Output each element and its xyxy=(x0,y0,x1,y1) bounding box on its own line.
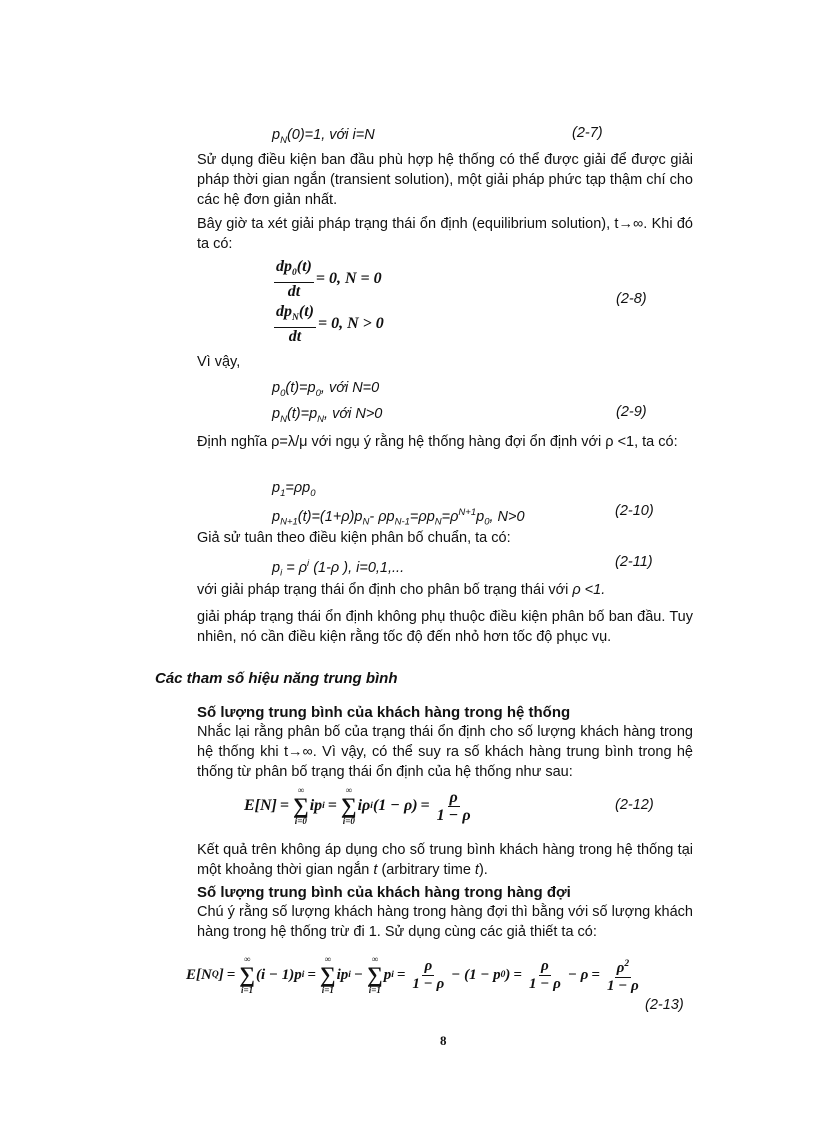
fraction xyxy=(527,958,563,993)
eq-sign: = xyxy=(327,797,337,814)
eq-text: , N>0 xyxy=(489,508,525,525)
paragraph-9: Chú ý rằng số lượng khách hàng trong hàng đợi thì bằng với số lượng khách hàng trong hệ thống trừ đi 1. Sử dụng cùng các giả thiết ta có: xyxy=(197,904,693,940)
eq-text: (t)=p xyxy=(285,380,316,396)
equation-2-12 xyxy=(244,786,475,826)
text: Kết quả trên không áp dụng cho số trung bình khách hàng trong hệ thống tại một khoảng thời gian ngắn xyxy=(197,842,693,878)
eq-text: =ρp xyxy=(409,508,435,525)
eq-text: p xyxy=(476,508,485,525)
sum-body: (i − 1)p xyxy=(255,966,302,983)
sum-bottom: i=0 xyxy=(294,816,307,826)
text: t xyxy=(474,862,479,878)
eq-text: =ρp xyxy=(285,480,311,496)
equation-number-2-7: (2-7) xyxy=(572,125,603,141)
paragraph-3: Định nghĩa ρ=λ/μ với ngụ ý rằng hệ thống hàng đợi ổn định với ρ <1, ta có: xyxy=(197,434,678,450)
eq-sub: N xyxy=(280,413,287,425)
eq-sub: 0 xyxy=(500,970,506,980)
text: ρ <1. xyxy=(572,582,606,598)
paragraph-4: Giả sử tuân theo điều kiện phân bố chuẩn, ta có: xyxy=(197,530,511,546)
eq-rhs: = 0, N > 0 xyxy=(317,315,384,333)
frac-den: dt xyxy=(288,328,302,346)
fraction xyxy=(274,258,314,300)
frac-num: ρ xyxy=(541,957,549,974)
fraction xyxy=(274,303,316,345)
sum-top: ∞ xyxy=(324,954,331,964)
frac-num: dp xyxy=(276,303,292,320)
eq-sub: 0 xyxy=(484,516,490,528)
text: t xyxy=(373,862,378,878)
frac-den: 1 − ρ xyxy=(412,975,445,992)
eq-text: (t)=p xyxy=(286,406,318,422)
text: ). xyxy=(478,862,488,878)
fraction xyxy=(605,956,641,995)
subsection-heading-2: Số lượng trung bình của khách hàng trong hàng đợi xyxy=(197,884,571,901)
sum-bottom: i=1 xyxy=(321,985,334,995)
paragraph-8 xyxy=(197,840,693,880)
eq-sub: N xyxy=(280,134,287,146)
sum-symbol: ∞ ∑ i=1 xyxy=(319,954,336,995)
eq-text: − ρ xyxy=(567,966,589,983)
frac-tail: (t) xyxy=(296,258,312,275)
equation-2-8-line-2 xyxy=(272,303,384,345)
fraction xyxy=(410,958,446,993)
eq-sub: Q xyxy=(211,970,219,980)
eq-text: , với N>0 xyxy=(324,406,383,422)
frac-num: dp xyxy=(276,258,292,275)
text: với giải pháp trạng thái ổn định cho phân bố trạng thái với xyxy=(197,582,573,598)
eq-text: (t)=(1+ρ)p xyxy=(297,508,363,525)
equation-number-2-8: (2-8) xyxy=(616,291,647,307)
page-number: 8 xyxy=(440,1033,447,1048)
equation-2-8-line-1 xyxy=(272,258,382,300)
sum-body: iρ xyxy=(357,797,371,814)
eq-text: p xyxy=(272,508,281,525)
eq-sub: i xyxy=(301,970,305,980)
sum-top: ∞ xyxy=(243,954,251,964)
equation-number-2-12: (2-12) xyxy=(615,797,654,813)
eq-sup: i xyxy=(307,558,310,569)
eq-sub: i xyxy=(322,801,325,811)
fraction xyxy=(435,789,473,824)
eq-sub: N xyxy=(362,516,370,528)
eq-sub: i xyxy=(280,567,283,579)
frac-den: dt xyxy=(287,283,301,301)
frac-sub: 0 xyxy=(292,268,297,279)
eq-sub: 0 xyxy=(315,387,321,399)
equation-2-9-line-2 xyxy=(272,404,382,430)
frac-den: 1 − ρ xyxy=(436,806,471,824)
subsection-heading-1: Số lượng trung bình của khách hàng trong hệ thống xyxy=(197,704,571,721)
equation-number-2-10: (2-10) xyxy=(615,503,654,519)
eq-sign: = xyxy=(396,966,406,983)
eq-sign: = xyxy=(591,966,600,983)
sum-body: ip xyxy=(336,966,349,983)
eq-sub: N+1 xyxy=(280,516,298,528)
paragraph-7: Nhắc lại rằng phân bố của trạng thái ổn định cho số lượng khách hàng trong hệ thống khi t→∞. Vì vậy, có thể suy ra số khách hàng trung bình trong hệ thống từ phân bố trạng thái ổn định của hệ thống như sau: xyxy=(197,724,693,780)
eq-sub: N xyxy=(434,516,442,528)
equation-2-10-line-1 xyxy=(272,478,316,504)
eq-text: − (1 − p xyxy=(451,966,501,983)
sum-tail: (1 − ρ) xyxy=(372,797,418,814)
eq-text: =ρ xyxy=(441,508,459,525)
equation-2-13 xyxy=(186,955,643,995)
sum-top: ∞ xyxy=(371,954,379,964)
sum-symbol: ∞ ∑ i=1 xyxy=(367,954,383,995)
frac-sub: N xyxy=(292,313,299,324)
eq-sub: N xyxy=(317,413,325,425)
eq-sup: 2 xyxy=(624,958,630,969)
eq-sub: 0 xyxy=(280,387,286,399)
eq-sup: i xyxy=(370,801,373,811)
eq-text: = ρ xyxy=(282,559,308,576)
eq-sign: = xyxy=(226,966,236,983)
paragraph-vi-vay: Vì vậy, xyxy=(197,354,241,370)
sum-symbol: ∞ ∑ i=0 xyxy=(340,785,357,826)
frac-num: ρ xyxy=(449,788,458,806)
eq-text: (0)=1, với i=N xyxy=(286,127,375,143)
frac-tail: (t) xyxy=(298,303,314,320)
sum-symbol: ∞ ∑ i=0 xyxy=(293,785,309,826)
frac-den: 1 − ρ xyxy=(528,975,561,992)
eq-rhs: = 0, N = 0 xyxy=(315,270,382,288)
eq-lhs: ] xyxy=(218,966,224,983)
sum-bottom: i=1 xyxy=(368,985,381,995)
equation-number-2-9: (2-9) xyxy=(616,404,647,420)
eq-text: p xyxy=(272,380,281,396)
sum-symbol: ∞ ∑ i=1 xyxy=(239,954,255,995)
eq-sub: 0 xyxy=(310,487,316,499)
paragraph-1: Sử dụng điều kiện ban đầu phù hợp hệ thống có thể được giải để được giải pháp thời gian ngắn (transient solution), một giải pháp phức tạp thậm chí cho các hệ đơn giản nhất. xyxy=(197,152,693,208)
frac-num: ρ xyxy=(424,957,433,974)
sum-top: ∞ xyxy=(345,785,352,795)
equation-2-7 xyxy=(272,125,375,151)
eq-sign: = xyxy=(307,966,316,983)
sum-body: ip xyxy=(309,797,323,814)
paragraph-5 xyxy=(197,580,605,600)
eq-text: p xyxy=(272,480,281,496)
eq-sign: = xyxy=(279,797,290,814)
eq-text: p xyxy=(272,127,281,143)
eq-lhs: E[N xyxy=(186,966,212,983)
eq-text: - ρp xyxy=(369,508,395,525)
eq-text: p xyxy=(272,406,281,422)
eq-sub: N-1 xyxy=(394,516,410,528)
sum-body: p xyxy=(383,966,392,983)
eq-sub: i xyxy=(348,970,351,980)
eq-sup: N+1 xyxy=(458,507,477,518)
eq-text: , với N=0 xyxy=(320,380,380,396)
paragraph-6: giải pháp trạng thái ổn định không phụ thuộc điều kiện phân bố ban đầu. Tuy nhiên, nó cần điều kiện rằng tốc độ đến nhỏ hơn tốc độ phục vụ. xyxy=(197,609,693,645)
eq-text: ) xyxy=(505,966,511,983)
equation-number-2-11: (2-11) xyxy=(615,554,653,570)
frac-num: ρ xyxy=(616,959,625,976)
eq-text: (1-ρ ), i=0,1,... xyxy=(309,559,405,576)
eq-sign: = xyxy=(513,966,522,983)
sum-bottom: i=0 xyxy=(342,816,355,826)
text: (arbitrary time xyxy=(377,862,475,878)
eq-text: p xyxy=(272,559,281,576)
eq-sign: = xyxy=(420,797,430,814)
eq-sign: − xyxy=(353,966,364,983)
equation-2-9-line-1 xyxy=(272,378,379,404)
section-heading: Các tham số hiệu năng trung bình xyxy=(155,670,398,687)
frac-den: 1 − ρ xyxy=(606,977,639,994)
eq-sub: 1 xyxy=(280,487,286,499)
sum-top: ∞ xyxy=(297,785,305,795)
sum-bottom: i=1 xyxy=(241,985,254,995)
eq-lhs: E[N] xyxy=(244,797,277,814)
equation-number-2-13: (2-13) xyxy=(645,997,684,1013)
eq-sub: i xyxy=(391,970,394,980)
paragraph-2: Bây giờ ta xét giải pháp trạng thái ổn định (equilibrium solution), t→∞. Khi đó ta có: xyxy=(197,216,693,252)
